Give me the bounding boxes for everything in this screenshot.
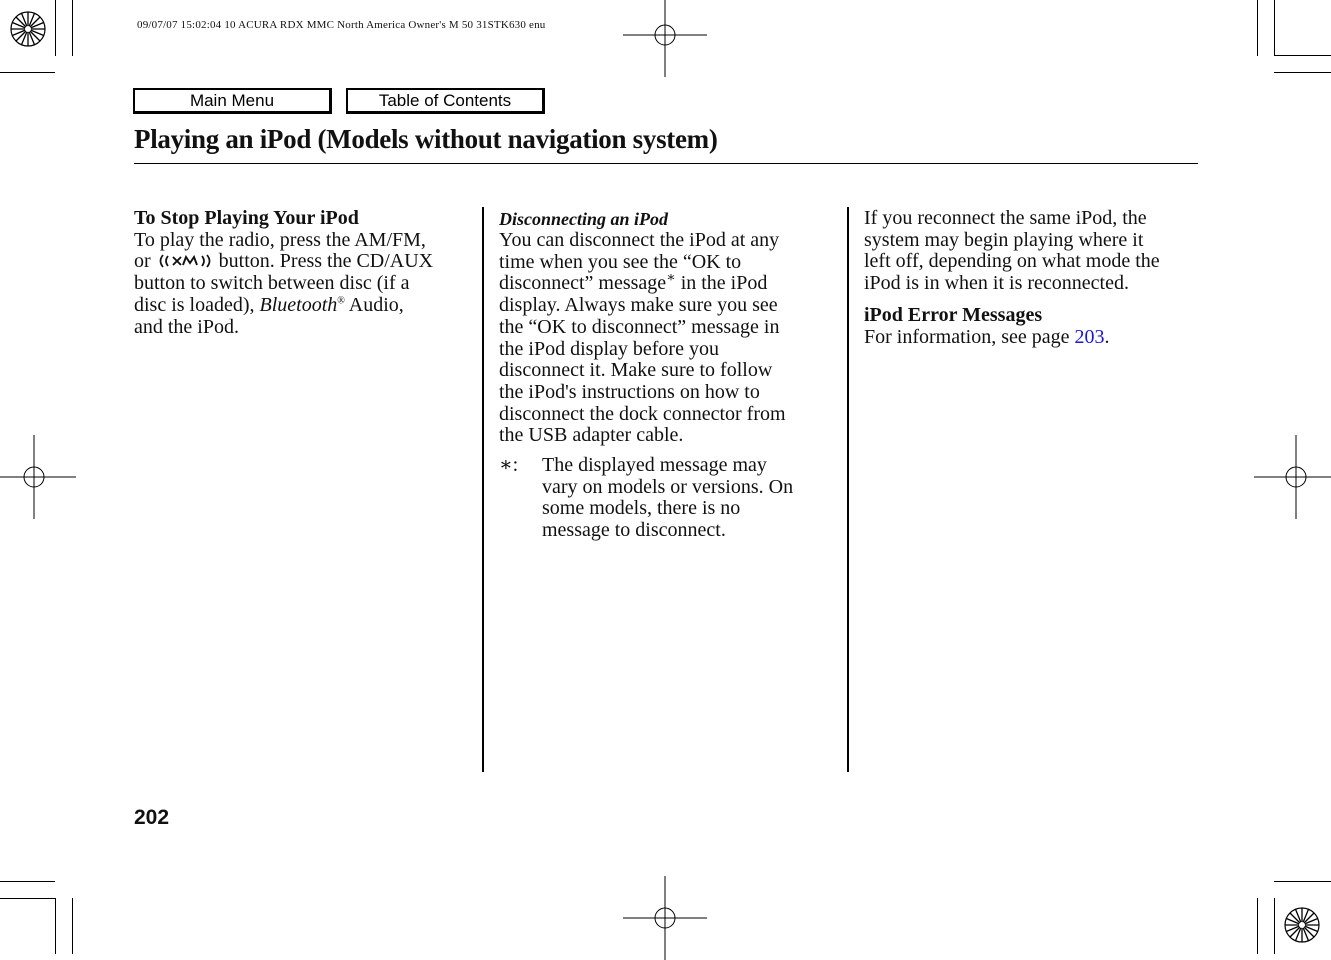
crop-mark	[0, 72, 55, 73]
crosshair-registration-icon	[623, 876, 707, 960]
crop-mark	[55, 0, 56, 56]
section-heading-error-messages: iPod Error Messages	[864, 303, 1043, 326]
crosshair-registration-icon	[1254, 435, 1331, 519]
crop-mark	[55, 898, 56, 954]
text-fragment: or	[134, 250, 151, 273]
body-text: If you reconnect the same iPod, the system may begin playing where it left off, depending on what mode the iPod is in when it is reconnected.	[864, 207, 1160, 295]
page-link-203[interactable]: 203	[1074, 325, 1105, 348]
xm-radio-icon	[156, 253, 214, 269]
body-text	[499, 230, 839, 447]
table-of-contents-button[interactable]: Table of Contents	[346, 88, 545, 114]
starburst-registration-icon	[9, 10, 47, 48]
registered-mark: ®	[337, 295, 345, 307]
text-line: button to switch between disc (if a	[134, 272, 410, 295]
column-divider	[847, 207, 849, 772]
footnote	[499, 455, 839, 542]
section-heading-stop-playing: To Stop Playing Your iPod	[134, 207, 359, 229]
column-3	[864, 208, 1204, 348]
crop-mark	[0, 898, 55, 899]
text-fragment: button. Press the CD/AUX	[218, 250, 434, 273]
crosshair-registration-icon	[0, 435, 76, 519]
text-fragment: .	[1104, 325, 1110, 348]
main-menu-button[interactable]: Main Menu	[133, 88, 332, 114]
text-fragment: Audio,	[344, 293, 404, 316]
column-1	[134, 208, 474, 338]
footnote-mark: ∗:	[499, 454, 519, 477]
crop-mark	[1274, 881, 1331, 882]
title-divider	[134, 163, 1198, 164]
crop-mark	[1274, 72, 1331, 73]
print-info: 09/07/07 15:02:04 10 ACURA RDX MMC North America Owner's M 50 31STK630 enu	[137, 19, 546, 31]
text-fragment: For information, see page	[864, 325, 1075, 348]
page-number: 202	[134, 806, 170, 829]
text-line: and the iPod.	[134, 315, 239, 338]
crop-mark	[1257, 0, 1258, 56]
column-2	[499, 208, 839, 542]
crop-mark	[0, 881, 55, 882]
text-line: To play the radio, press the AM/FM,	[134, 228, 426, 251]
starburst-registration-icon	[1283, 906, 1321, 944]
crop-mark	[1274, 0, 1275, 56]
page-title: Playing an iPod (Models without navigation system)	[134, 124, 718, 154]
crosshair-registration-icon	[623, 0, 707, 77]
crop-mark	[1274, 55, 1331, 56]
body-text	[134, 230, 474, 339]
bluetooth-term: Bluetooth	[259, 293, 338, 316]
crop-mark	[72, 898, 73, 954]
crop-mark	[1274, 898, 1275, 954]
section-heading-disconnecting: Disconnecting an iPod	[499, 209, 669, 229]
asterisk-mark: ∗	[666, 270, 676, 286]
crop-mark	[1257, 898, 1258, 954]
column-divider	[482, 207, 484, 772]
footnote-text: The displayed message may vary on models or versions. On some models, there is no message to disconnect.	[542, 454, 794, 542]
text-fragment: in the iPod display. Always make sure you see the “OK to disconnect” message in the iPod display before you disconnect it. Make sure to follow the iPod's instructions on how to disconnect the dock connector from the USB adapter cable.	[499, 272, 786, 447]
body-text	[864, 327, 1204, 349]
crop-mark	[72, 0, 73, 56]
text-fragment: You can disconnect the iPod at any time when you see the “OK to disconnect” message	[499, 229, 780, 295]
text-fragment: disc is loaded),	[134, 293, 255, 316]
